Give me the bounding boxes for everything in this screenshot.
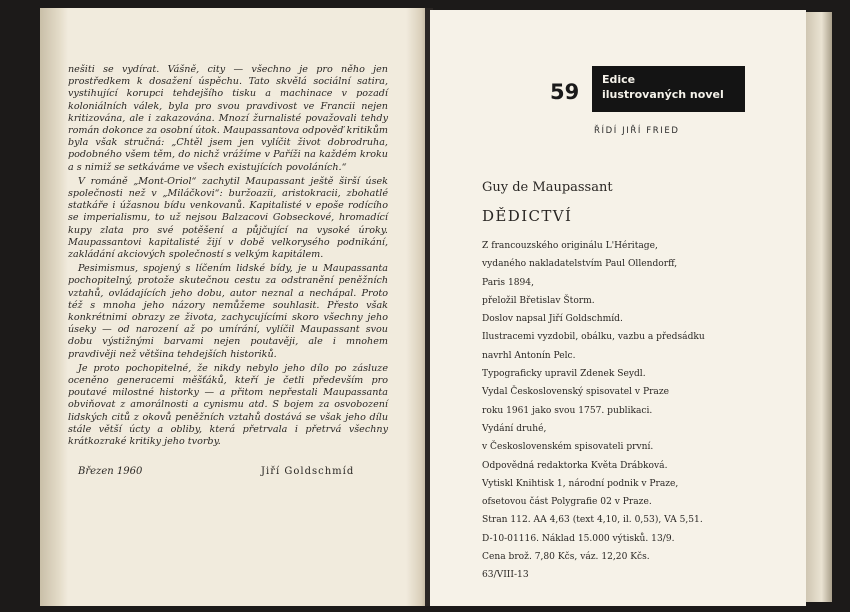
colophon-line: Z francouzského originálu L'Héritage,	[482, 241, 658, 251]
afterword-paragraph: nešiti se vydírat. Vášně, city — všechno je pro něho jen prostředkem k dosažení úspěchu. Tato skvělá sociální satira, vystihující korupci tehdejšího tisku a machinace v pozadí koloniálních válek, byla pro svou pravdivost ve Francii nejen kritizována, ale i zakazována. Mnozí žurnalisté považovali tehdy román dokonce za osobní útok. Maupassantova odpověď kritikům byla však stručná: „Chtěl jsem jen vylíčit život dobrodruha, podobného všem těm, do nichž vrážíme v Paříži na každém kroku a s nimiž se setkáváme ve všech existujících povoláních.“	[68, 64, 388, 173]
colophon-line: navrhl Antonín Pelc.	[482, 350, 576, 361]
book-title: DĚDICTVÍ	[482, 207, 573, 225]
afterword-paragraph: Je proto pochopitelné, že nikdy nebylo jeho dílo po zásluze oceněno generacemi měšťáků, kteří je četli především pro poutavé milostné historky — a přitom nepřestali Maupassanta obviňovat z amorálnosti a cynismu atd. S bojem za osvobození lidských citů z okovů peněžních vztahů dostává se však jeho dílu stále větší úcty a obliby, která přetrvala i přetrvá všechny krátkozraké kritiky jeho tvorby.	[68, 362, 388, 448]
book-author: Guy de Maupassant	[482, 180, 613, 195]
afterword-signoff	[78, 466, 378, 480]
afterword-paragraph: V románě „Mont-Oriol“ zachytil Maupassant ještě širší úsek společnosti než v „Miláčkovi“: buržoazii, aristokracii, zbohatlé statkáře i úžasnou bídu venkovanů. Kapitalisté v epoše rodícího se imperialismu, to už nejsou Balzacovi Gobseckové, hromadící kupy zlata pro své potěšení a půjčující na vysoké úroky. Maupassantovi kapitalisté žijí v době velkorysého podnikání, zakládání akciových společností s velkým kapitálem.	[68, 175, 388, 261]
colophon-line: Vydání druhé,	[482, 423, 547, 434]
afterword-paragraph: Pesimismus, spojený s líčením lidské bídy, je u Maupassanta pochopitelný, protože skutečnou cestu za odstranění peněžních vztahů, ovládajících jeho dobu, autor neznal a nechápal. Proto též s mnoha jeho názory nemůžeme souhlasit. Přesto však konkrétnimi obrazy ze života, zachycujícími skoro všechny jeho úseky — od narození až po umírání, vylíčil Maupassant svou dobu výstižnými barvami nejen poutavěji, ale i mnohem pravdivěji než většina tehdejších historiků.	[68, 263, 388, 360]
colophon-line: roku 1961 jako svou 1757. publikaci.	[482, 405, 653, 416]
colophon-line: Doslov napsal Jiří Goldschmíd.	[482, 314, 623, 325]
left-page-outer-edge	[40, 8, 68, 606]
colophon-line: Ilustracemi vyzdobil, obálku, vazbu a předsádku	[482, 332, 705, 343]
colophon-line: vydaného nakladatelstvím Paul Ollendorff,	[482, 259, 678, 270]
series-number: 59	[550, 80, 580, 104]
colophon-line: Vytiskl Knihtisk 1, národní podnik v Praze,	[482, 478, 679, 489]
colophon-line: Vydal Československý spisovatel v Praze	[482, 387, 670, 398]
colophon-line: ofsetovou část Polygrafie 02 v Praze.	[482, 497, 652, 508]
series-line-2: ilustrovaných novel	[602, 88, 724, 101]
colophon-line: Typograficky upravil Zdenek Seydl.	[482, 369, 646, 380]
colophon-line: přeložil Břetislav Štorm.	[482, 295, 595, 306]
colophon-line: 63/VIII-13	[482, 570, 529, 581]
colophon-line: Odpovědná redaktorka Květa Drábková.	[482, 460, 668, 471]
right-page-edge	[806, 12, 832, 602]
colophon-line: Cena brož. 7,80 Kčs, váz. 12,20 Kčs.	[482, 552, 650, 563]
colophon-line: v Československém spisovateli první.	[482, 442, 654, 453]
series-editor: ŘÍDÍ JIŘÍ FRIED	[594, 126, 680, 136]
signoff-date: Březen 1960	[78, 466, 143, 477]
colophon-line: Stran 112. AA 4,63 (text 4,10, il. 0,53), VA 5,51.	[482, 515, 703, 526]
signoff-author: Jiří Goldschmíd	[261, 466, 355, 477]
colophon-line: Paris 1894,	[482, 277, 534, 288]
afterword-text	[68, 64, 388, 450]
colophon-line: D-10-01116. Náklad 15.000 výtisků. 13/9.	[482, 533, 675, 544]
colophon	[482, 237, 782, 585]
series-label-box	[592, 66, 745, 112]
series-line-1: Edice	[602, 73, 636, 86]
